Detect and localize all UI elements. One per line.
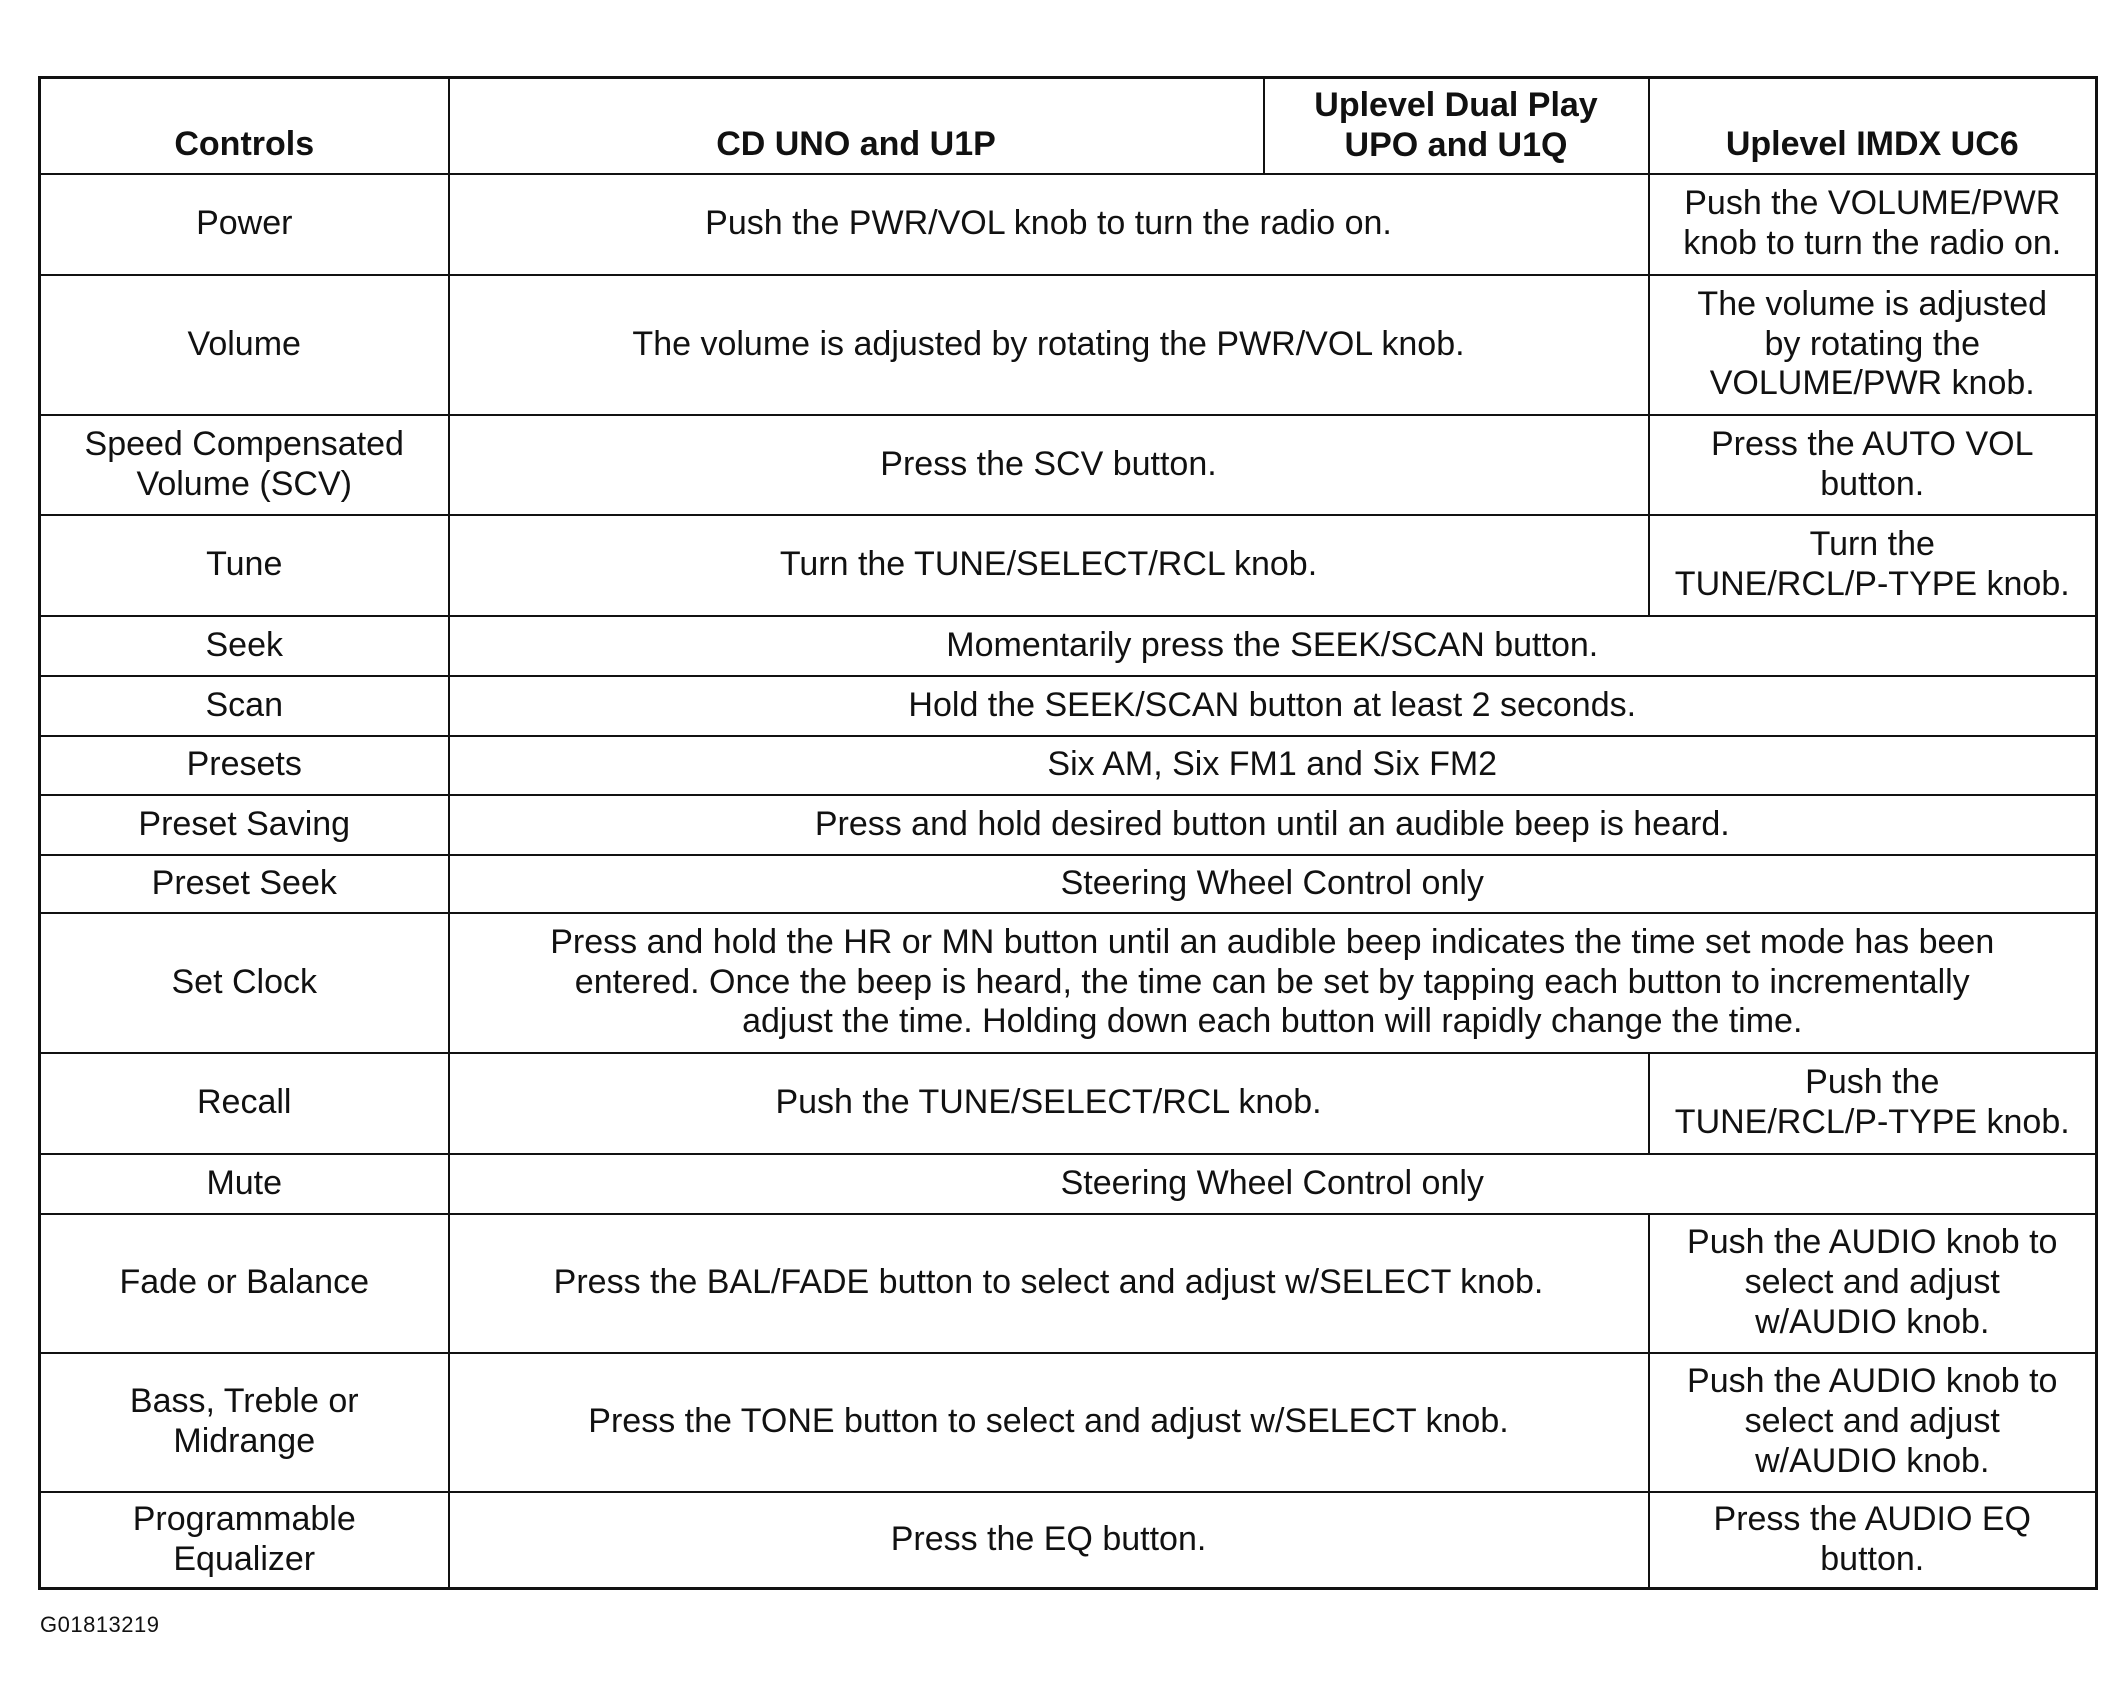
cell-line: Press and hold desired button until an audible beep is heard. (814, 804, 1730, 843)
cell-line: Seek (205, 625, 283, 664)
cell-line: Steering Wheel Control only (1060, 1163, 1484, 1202)
control-name-cell (40, 736, 449, 795)
control-name-cell (40, 1053, 449, 1154)
cell-line: Mute (206, 1163, 283, 1202)
control-name-cell (40, 616, 449, 676)
cell-line: Six AM, Six FM1 and Six FM2 (1047, 745, 1498, 784)
header-cd-uno: CD UNO and U1P (449, 78, 1264, 174)
cell-line: by rotating the (1764, 324, 1980, 363)
imdx-cell (1649, 515, 2097, 616)
imdx-cell (1649, 275, 2097, 415)
cell-line: The volume is adjusted by rotating the PWR/VOL knob. (632, 324, 1465, 363)
table-row (40, 736, 2097, 795)
table-row (40, 1214, 2097, 1353)
cell-line: button. (1820, 1539, 1925, 1578)
cell-line: Press the SCV button. (880, 444, 1217, 483)
imdx-cell (1649, 1353, 2097, 1492)
imdx-cell (1649, 415, 2097, 515)
figure-id: G01813219 (40, 1612, 160, 1637)
cell-line: Power (196, 204, 293, 243)
control-name-cell (40, 1353, 449, 1492)
cell-line: Push the PWR/VOL knob to turn the radio on. (705, 204, 1392, 243)
cell-line: Midrange (173, 1422, 316, 1460)
cell-line: TUNE/RCL/P-TYPE knob. (1674, 1103, 2070, 1141)
cell-line: Press the BAL/FADE button to select and adjust w/SELECT knob. (553, 1263, 1544, 1302)
cd-uno-dual-play-cell (449, 1353, 1649, 1492)
cell-line: Turn the TUNE/SELECT/RCL knob. (779, 545, 1318, 584)
control-name-cell (40, 855, 449, 913)
cell-line: Turn the (1809, 525, 1935, 564)
cell-line: Hold the SEEK/SCAN button at least 2 seconds. (908, 685, 1637, 724)
cd-uno-dual-play-cell (449, 1214, 1649, 1353)
cell-line: Volume (187, 324, 301, 363)
table-body (40, 174, 2097, 1589)
cd-uno-dual-play-cell (449, 174, 1649, 275)
cell-line: Press and hold the HR or MN button until an audible beep indicates the time set mode has been (550, 922, 1995, 961)
header-dual-play-line: Uplevel Dual Play (1314, 85, 1598, 124)
cd-uno-dual-play-cell (449, 515, 1649, 616)
header-imdx: Uplevel IMDX UC6 (1649, 78, 2097, 174)
control-name-cell (40, 1154, 449, 1214)
cell-line: Tune (206, 545, 283, 584)
cell-line: Steering Wheel Control only (1060, 863, 1484, 902)
cell-line: w/AUDIO knob. (1755, 1302, 1990, 1341)
imdx-cell (1649, 1492, 2097, 1589)
control-name-cell (40, 1492, 449, 1589)
control-name-cell (40, 174, 449, 275)
cd-uno-dual-play-cell (449, 415, 1649, 515)
cell-line: Press the TONE button to select and adjust w/SELECT knob. (588, 1402, 1509, 1441)
imdx-cell (1649, 1214, 2097, 1353)
cell-line: Recall (197, 1083, 292, 1122)
control-name-cell (40, 676, 449, 736)
all-radios-cell (449, 736, 2097, 795)
cell-line: Push the AUDIO knob to (1687, 1223, 2058, 1262)
table-row (40, 1053, 2097, 1154)
table-row (40, 795, 2097, 855)
table-row (40, 616, 2097, 676)
cell-line: Set Clock (171, 962, 317, 1001)
cell-line: Press the AUDIO EQ (1713, 1499, 2031, 1538)
cell-line: Press the AUTO VOL (1710, 424, 2034, 463)
cell-line: Preset Seek (151, 863, 337, 902)
table-row (40, 1492, 2097, 1589)
control-name-cell (40, 415, 449, 515)
cell-line: Programmable (132, 1499, 356, 1538)
cell-line: Scan (205, 685, 283, 724)
table-row (40, 855, 2097, 913)
table-row (40, 174, 2097, 275)
all-radios-cell (449, 616, 2097, 676)
cd-uno-dual-play-cell (449, 1053, 1649, 1154)
cell-line: select and adjust (1744, 1402, 2000, 1441)
all-radios-cell (449, 913, 2097, 1053)
control-name-cell (40, 275, 449, 415)
cell-line: Fade or Balance (119, 1263, 369, 1302)
table-row (40, 913, 2097, 1053)
table-row (40, 1353, 2097, 1492)
cell-line: Preset Saving (138, 804, 351, 843)
header-row (40, 78, 2097, 174)
cell-line: TUNE/RCL/P-TYPE knob. (1674, 565, 2070, 603)
cell-line: w/AUDIO knob. (1755, 1441, 1990, 1480)
header-dual-play-line: UPO and U1Q (1344, 125, 1568, 164)
cell-line: Press the EQ button. (890, 1519, 1207, 1558)
table-row (40, 275, 2097, 415)
control-name-cell (40, 795, 449, 855)
imdx-cell (1649, 174, 2097, 275)
cell-line: The volume is adjusted (1697, 284, 2048, 323)
cell-line: Speed Compensated (84, 424, 404, 463)
cell-line: button. (1820, 464, 1925, 503)
control-name-cell (40, 913, 449, 1053)
cell-line: VOLUME/PWR knob. (1709, 364, 2035, 403)
cell-line: Push the AUDIO knob to (1687, 1362, 2058, 1401)
cell-line: Push the VOLUME/PWR (1684, 184, 2061, 223)
imdx-cell (1649, 1053, 2097, 1154)
cell-line: Momentarily press the SEEK/SCAN button. (946, 625, 1599, 664)
cell-line: Bass, Treble or (129, 1382, 359, 1421)
cell-line: Volume (SCV) (136, 464, 352, 503)
table-row (40, 676, 2097, 736)
cell-line: Equalizer (173, 1539, 316, 1578)
cell-line: Push the TUNE/SELECT/RCL knob. (775, 1083, 1322, 1122)
table-row (40, 1154, 2097, 1214)
cell-line: adjust the time. Holding down each button will rapidly change the time. (742, 1002, 1803, 1041)
all-radios-cell (449, 1154, 2097, 1214)
cell-line: knob to turn the radio on. (1683, 224, 2062, 262)
cell-line: select and adjust (1744, 1263, 2000, 1302)
header-controls: Controls (40, 78, 449, 174)
cd-uno-dual-play-cell (449, 1492, 1649, 1589)
cell-line: entered. Once the beep is heard, the time can be set by tapping each button to incrementally (574, 962, 1970, 1001)
table-row (40, 415, 2097, 515)
radio-controls-table (38, 76, 2098, 1590)
cell-line: Push the (1805, 1063, 1940, 1102)
all-radios-cell (449, 855, 2097, 913)
control-name-cell (40, 1214, 449, 1353)
cell-line: Presets (186, 745, 302, 784)
all-radios-cell (449, 795, 2097, 855)
all-radios-cell (449, 676, 2097, 736)
control-name-cell (40, 515, 449, 616)
table-row (40, 515, 2097, 616)
cd-uno-dual-play-cell (449, 275, 1649, 415)
header-dual-play (1264, 78, 1649, 174)
